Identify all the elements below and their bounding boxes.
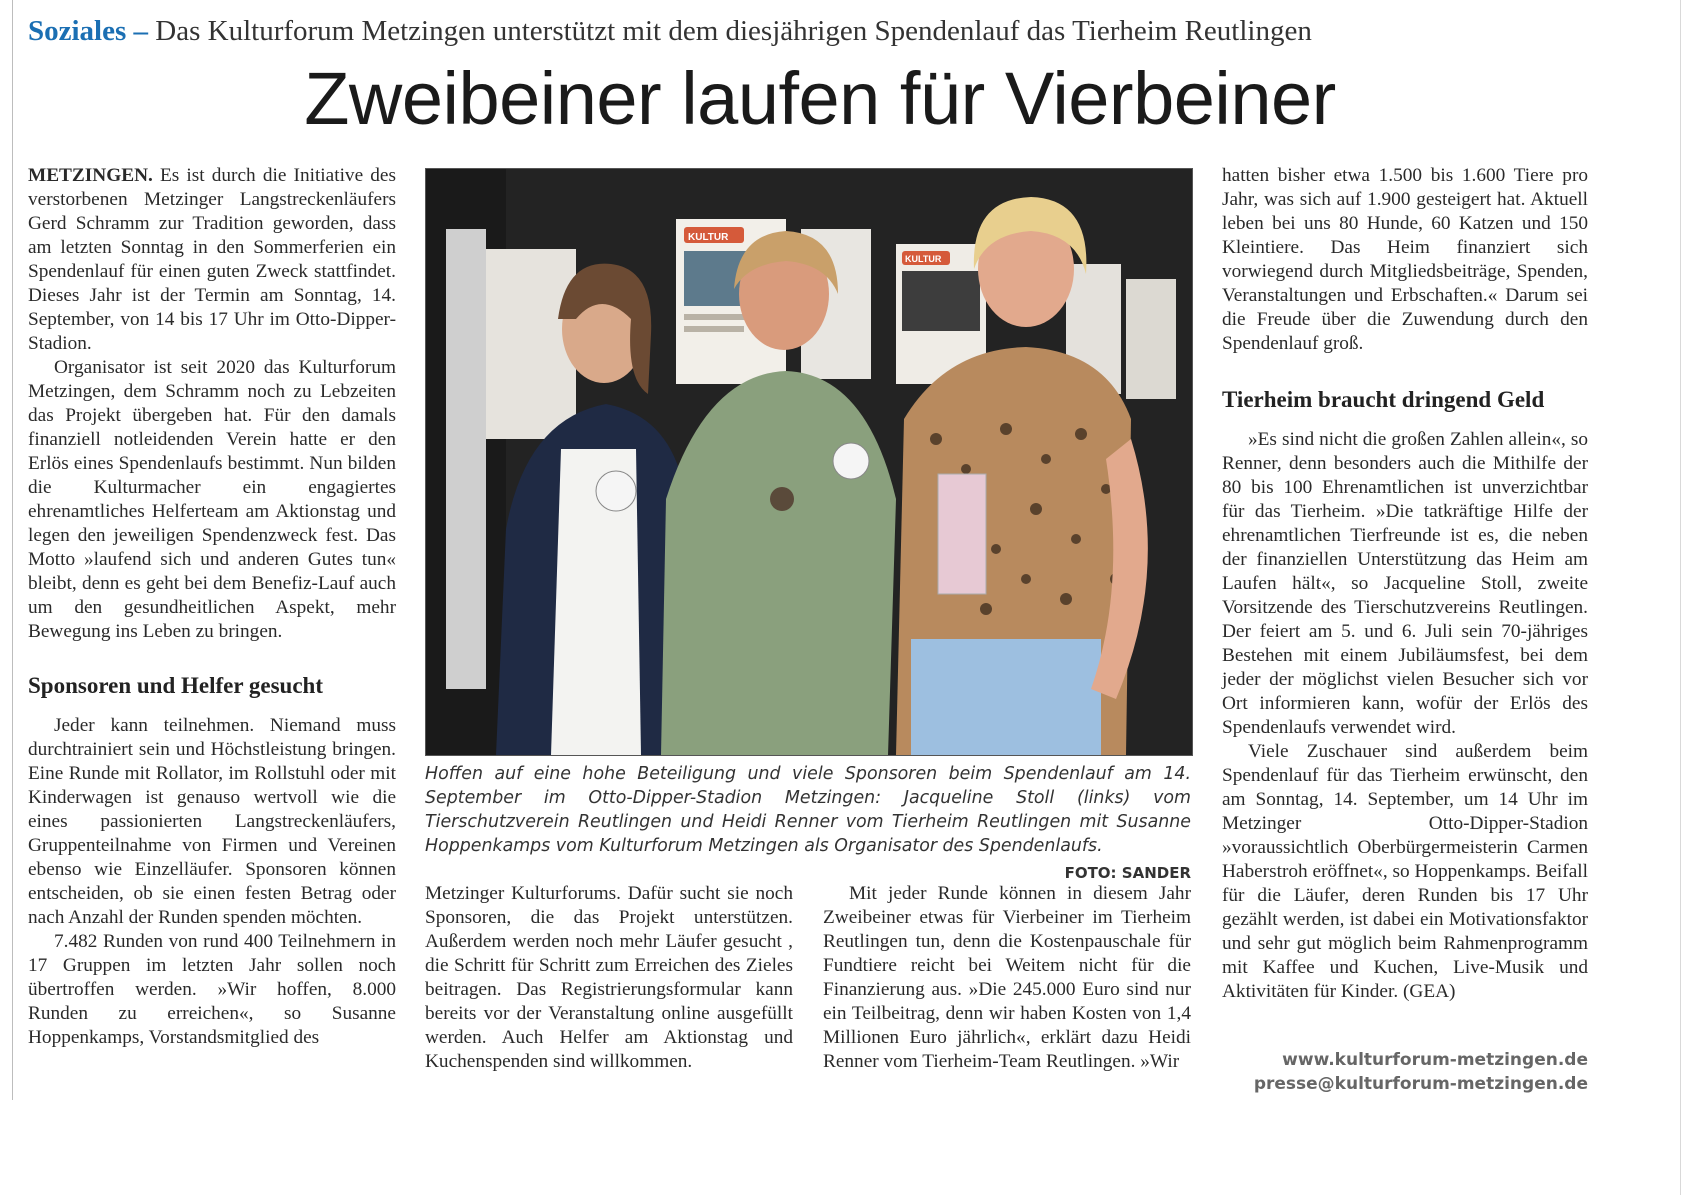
column-3 bbox=[823, 882, 1191, 1074]
subheading-sponsors: Sponsoren und Helfer gesucht bbox=[28, 673, 324, 698]
paragraph-7: hatten bisher etwa 1.500 bis 1.600 Tiere pro Jahr, was sich auf 1.900 gesteigert hat. Aktuell leben bei uns 80 Hunde, 60 Katzen und 150 Kleintiere. Das Heim finanziert sich vorwiegend durch Mitgliedsbeiträge, Spenden, Veranstaltungen und Erbschaften.« Darum sei die Freude über die Zuwendung durch den Spendenlauf groß. bbox=[1222, 165, 1588, 354]
paragraph-3: Jeder kann teilnehmen. Niemand muss durchtrainiert sein und Höchstleistung bringen. Eine Runde mit Rollator, im Rollstuhl oder mit Kinderwagen ist genauso wertvoll wie die eines passionierten Langstreckenläufers, Gruppenteilnahme von Firmen und Vereinen ebenso wie Einzelläufer. Sponsoren können entscheiden, ob sie einen festen Betrag oder nach Anzahl der Runden spenden möchten. bbox=[28, 715, 396, 928]
photo-illustration bbox=[426, 169, 1192, 755]
svg-text:KULTUR: KULTUR bbox=[688, 232, 729, 243]
column-4 bbox=[1222, 164, 1588, 1004]
paragraph-1: Es ist durch die Initiative des verstorbenen Metzinger Langstreckenläufers Gerd Schramm zur Tradition geworden, dass am letzten Sonntag in den Sommerferien ein Spendenlauf für einen guten Zweck stattfindet. Dieses Jahr ist der Termin am Sonntag, 14. September, von 14 bis 17 Uhr im Otto-Dipper-Stadion. bbox=[28, 165, 396, 354]
ressort-label: Soziales – bbox=[28, 15, 149, 47]
svg-text:KULTUR: KULTUR bbox=[905, 254, 942, 264]
paragraph-lead bbox=[28, 164, 396, 356]
dateline: METZINGEN. bbox=[28, 165, 153, 186]
article-headline: Zweibeiner laufen für Vierbeiner bbox=[304, 57, 1336, 140]
column-2 bbox=[425, 882, 793, 1074]
paragraph-2: Organisator ist seit 2020 das Kulturforum Metzingen, dem Schramm noch zu Lebzeiten das Projekt übergeben hat. Für den damals finanziell notleidenden Verein hatte er den Erlös eines Spendenlaufs bestimmt. Nun bilden die Kulturmacher ein engagiertes ehrenamtliches Helferteam am Aktionstag und legen den jeweiligen Spendenzweck fest. Das Motto »laufend sich und anderen Gutes tun« bleibt, denn es geht bei dem Benefiz-Lauf auch um den gesundheitlichen Aspekt, mehr Bewegung ins Leben zu bringen. bbox=[28, 357, 396, 642]
article-kicker bbox=[28, 14, 1628, 49]
contact-block bbox=[1222, 1048, 1588, 1096]
photo-caption bbox=[425, 762, 1191, 885]
subheading-shelter: Tierheim braucht dringend Geld bbox=[1222, 387, 1545, 412]
kicker-text: Das Kulturforum Metzingen unterstützt mit dem diesjährigen Spendenlauf das Tierheim Reutlingen bbox=[155, 15, 1312, 47]
caption-text: Hoffen auf eine hohe Beteiligung und viele Sponsoren beim Spendenlauf am 14. September im Otto-Dipper-Stadion Metzingen: Jacqueline Stoll (links) vom Tierschutzverein Reutlingen und Heidi Renner vom Tierheim Reutlingen mit Susanne Hoppenkamps vom Kulturforum Metzingen als Organisator des Spendenlaufs. bbox=[425, 764, 1191, 856]
article-photo bbox=[425, 168, 1193, 756]
paragraph-4: 7.482 Runden von rund 400 Teilnehmern in 17 Gruppen im letzten Jahr sollen noch übertroffen werden. »Wir hoffen, 8.000 Runden zu erreichen«, so Susanne Hoppenkamps, Vorstandsmitglied des bbox=[28, 931, 396, 1048]
scroll-edge bbox=[1680, 0, 1681, 1195]
photo-credit: FOTO: SANDER bbox=[1064, 864, 1191, 882]
paragraph-8: »Es sind nicht die großen Zahlen allein«, so Renner, denn besonders auch die Mithilfe der 80 bis 100 Ehrenamtlichen ist unverzichtbar für das Tierheim. »Die tatkräftige Hilfe der ehrenamtlichen Tierfreunde ist es, die neben der finanziellen Unterstützung das Heim am Laufen hält«, so Jacqueline Stoll, zweite Vorsitzende des Tierschutzvereins Reutlingen. Der feiert am 5. und 6. Juli sein 70-jähriges Bestehen mit einem Jubiläumsfest, bei dem jeder der möglichst vielen Besucher sich vor Ort informieren kann, wofür der Erlös des Spendenlaufs verwendet wird. bbox=[1222, 429, 1588, 738]
page-edge-rule bbox=[12, 0, 13, 1100]
website-link[interactable]: www.kulturforum-metzingen.de bbox=[1282, 1050, 1588, 1070]
paragraph-5: Metzinger Kulturforums. Dafür sucht sie noch Sponsoren, die das Projekt unterstützen. Außerdem werden noch mehr Läufer gesucht , die Schritt für Schritt zum Erreichen des Zieles beitragen. Das Registrierungsformular kann bereits vor der Veranstaltung online ausgefüllt werden. Auch Helfer am Aktionstag und Kuchenspenden sind willkommen. bbox=[425, 883, 793, 1072]
email-link[interactable]: presse@kulturforum-metzingen.de bbox=[1253, 1074, 1588, 1094]
column-1 bbox=[28, 164, 396, 1050]
paragraph-6: Mit jeder Runde können in diesem Jahr Zweibeiner etwas für Vierbeiner im Tierheim Reutlingen tun, denn die Kostenpauschale für Fundtiere reicht bei Weitem nicht für die Finanzierung aus. »Die 245.000 Euro sind nur ein Teilbeitrag, denn wir haben Kosten von 1,4 Millionen Euro jährlich«, erklärt dazu Heidi Renner vom Tierheim-Team Reutlingen. »Wir bbox=[823, 883, 1191, 1072]
paragraph-9: Viele Zuschauer sind außerdem beim Spendenlauf für das Tierheim erwünscht, den am Sonntag, 14. September, um 14 Uhr im Metzinger Otto-Dipper-Stadion »voraussichtlich Oberbürgermeisterin Carmen Haberstroh eröffnet«, so Hoppenkamps. Beifall für die Läufer, deren Runden bis 17 Uhr gezählt werden, ist dabei ein Motivationsfaktor und sehr gut möglich beim Rahmenprogramm mit Kaffee und Kuchen, Live-Musik und Aktivitäten für Kinder. (GEA) bbox=[1222, 741, 1588, 1002]
